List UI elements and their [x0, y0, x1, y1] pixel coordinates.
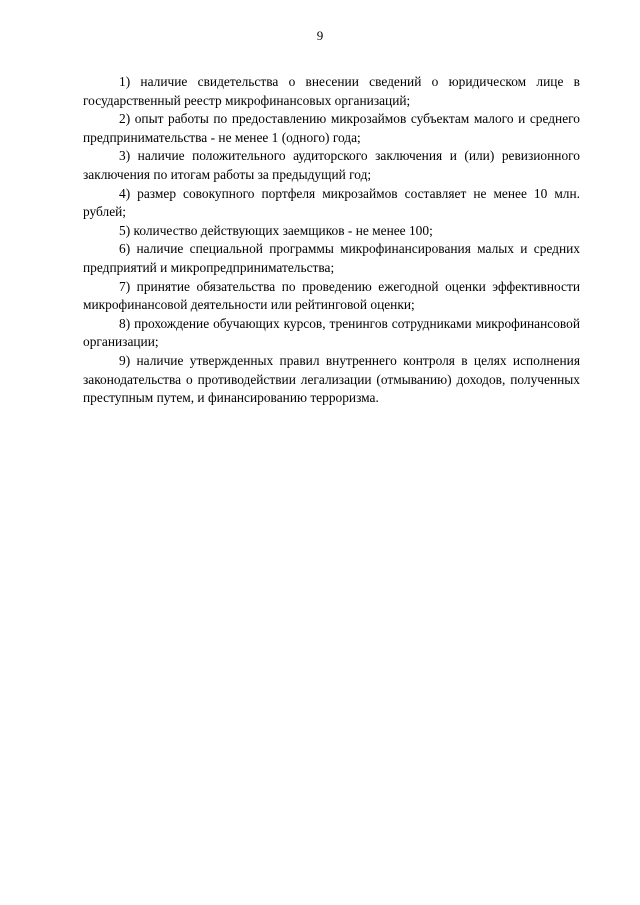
list-item: 7) принятие обязательства по проведению ежегодной оценки эффективности микрофинансовой деятельности или рейтинговой оценки;	[83, 278, 580, 313]
page-number: 9	[316, 28, 324, 43]
list-item: 4) размер совокупного портфеля микрозаймов составляет не менее 10 млн. рублей;	[83, 185, 580, 220]
list-item: 8) прохождение обучающих курсов, тренингов сотрудниками микрофинансовой организации;	[83, 315, 580, 350]
list-item: 6) наличие специальной программы микрофинансирования малых и средних предприятий и микропредпринимательства;	[83, 241, 580, 275]
requirements-list	[83, 73, 580, 408]
list-item: 2) опыт работы по предоставлению микрозаймов субъектам малого и среднего предпринимательства - не менее 1 (одного) года;	[83, 111, 580, 145]
list-item: 9) наличие утвержденных правил внутреннего контроля в целях исполнения законодательства о противодействии легализации (отмыванию) доходов, полученных преступным путем, и финансированию терроризма.	[83, 352, 580, 406]
list-item: 1) наличие свидетельства о внесении сведений о юридическом лице в государственный реестр микрофинансовых организаций;	[83, 74, 580, 108]
list-item: 3) наличие положительного аудиторского заключения и (или) ревизионного заключения по итогам работы за предыдущий год;	[83, 148, 580, 182]
list-item: 5) количество действующих заемщиков - не менее 100;	[119, 222, 433, 238]
